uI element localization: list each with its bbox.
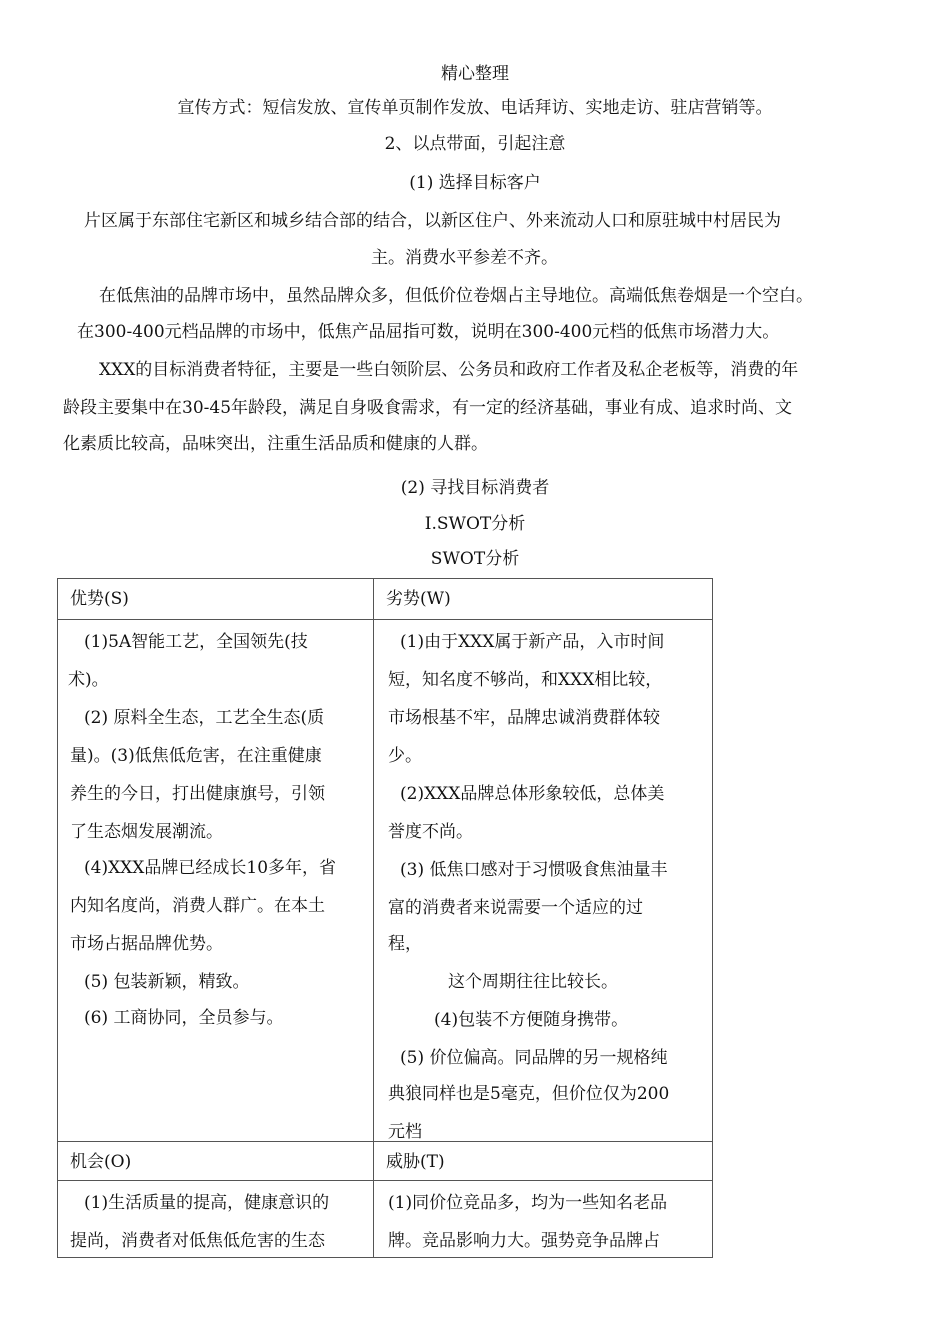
weakness-line: (2)XXX品牌总体形象较低，总体美 xyxy=(400,784,665,804)
threat-line: (1)同价位竞品多，均为一些知名老品 xyxy=(388,1193,668,1213)
opportunity-header: 机会(O) xyxy=(70,1152,132,1172)
section-heading: 2、以点带面，引起注意 xyxy=(384,134,566,154)
table-title: SWOT分析 xyxy=(430,549,520,569)
strength-line: 养生的今日，打出健康旗号，引领 xyxy=(70,784,325,804)
strength-line: 量)。(3)低焦低危害，在注重健康 xyxy=(70,746,322,766)
opportunity-line: 提尚，消费者对低焦低危害的生态 xyxy=(70,1231,325,1251)
strength-line: (4)XXX品牌已经成长10多年，省 xyxy=(84,858,337,878)
strength-line: 内知名度尚，消费人群广。在本土 xyxy=(70,896,325,916)
weakness-line: 这个周期往往比较长。 xyxy=(448,972,618,992)
swot-table xyxy=(57,578,713,1258)
strength-header: 优势(S) xyxy=(70,589,129,609)
strength-cell xyxy=(58,620,373,1141)
weakness-line: 富的消费者来说需要一个适应的过 xyxy=(388,898,643,918)
threat-header-cell xyxy=(374,1142,712,1180)
paragraph-market: 在低焦油的品牌市场中，虽然品牌众多，但低价位卷烟占主导地位。高端低焦卷烟是一个空白。 xyxy=(99,286,813,306)
opportunity-header-cell xyxy=(58,1142,373,1180)
paragraph-area-line2: 主。消费水平参差不齐。 xyxy=(371,248,558,268)
paragraph-area-line1: 片区属于东部住宅新区和城乡结合部的结合，以新区住户、外来流动人口和原驻城中村居民为 xyxy=(84,211,781,231)
paragraph-consumer-line1: XXX的目标消费者特征，主要是一些白领阶层、公务员和政府工作者及私企老板等，消费的年 xyxy=(99,360,799,380)
opportunity-line: (1)生活质量的提高，健康意识的 xyxy=(84,1193,330,1213)
promotion-methods: 宣传方式：短信发放、宣传单页制作发放、电话拜访、实地走访、驻店营销等。 xyxy=(177,98,773,118)
strength-line: 了生态烟发展潮流。 xyxy=(70,822,223,842)
weakness-line: 少。 xyxy=(388,746,422,766)
subheading-find-consumers: (2) 寻找目标消费者 xyxy=(400,478,550,498)
strength-line: (1)5A智能工艺，全国领先(技 xyxy=(84,632,308,652)
paragraph-price-band: 在300-400元档品牌的市场中，低焦产品屈指可数，说明在300-400元档的低焦市场潜力大。 xyxy=(77,322,780,342)
weakness-line: (4)包装不方便随身携带。 xyxy=(434,1010,629,1030)
strength-line: (2) 原料全生态，工艺全生态(质 xyxy=(84,708,325,728)
weakness-cell xyxy=(374,620,712,1141)
threat-line: 牌。竞品影响力大。强势竞争品牌占 xyxy=(388,1231,660,1251)
weakness-line: 市场根基不牢，品牌忠诚消费群体较 xyxy=(388,708,660,728)
weakness-line: 短，知名度不够尚，和XXX相比较， xyxy=(388,670,663,690)
weakness-line: (5) 价位偏高。同品牌的另一规格纯 xyxy=(400,1048,668,1068)
weakness-line: 典狼同样也是5毫克，但价位仅为200 xyxy=(388,1084,670,1104)
paragraph-consumer-line3: 化素质比较高，品味突出，注重生活品质和健康的人群。 xyxy=(63,434,488,454)
strength-line: 术)。 xyxy=(68,670,109,690)
subheading-swot: I.SWOT分析 xyxy=(424,514,526,534)
weakness-line: 元档 xyxy=(388,1122,422,1141)
subheading-target-customers: (1) 选择目标客户 xyxy=(409,173,541,193)
strength-line: 市场占据品牌优势。 xyxy=(70,934,223,954)
strength-line: (6) 工商协同，全员参与。 xyxy=(84,1008,284,1028)
weakness-line: 程， xyxy=(388,934,422,954)
strength-line: (5) 包装新颖，精致。 xyxy=(84,972,250,992)
threat-cell xyxy=(374,1181,712,1257)
threat-header: 威胁(T) xyxy=(386,1152,445,1172)
page-header: 精心整理 xyxy=(441,64,509,84)
weakness-header: 劣势(W) xyxy=(386,589,451,609)
paragraph-consumer-line2: 龄段主要集中在30-45年龄段，满足自身吸食需求，有一定的经济基础，事业有成、追求时尚、文 xyxy=(63,398,793,418)
weakness-line: (1)由于XXX属于新产品，入市时间 xyxy=(400,632,665,652)
weakness-line: (3) 低焦口感对于习惯吸食焦油量丰 xyxy=(400,860,668,880)
strength-header-cell xyxy=(58,579,373,619)
opportunity-cell xyxy=(58,1181,373,1257)
weakness-header-cell xyxy=(374,579,712,619)
weakness-line: 誉度不尚。 xyxy=(388,822,473,842)
